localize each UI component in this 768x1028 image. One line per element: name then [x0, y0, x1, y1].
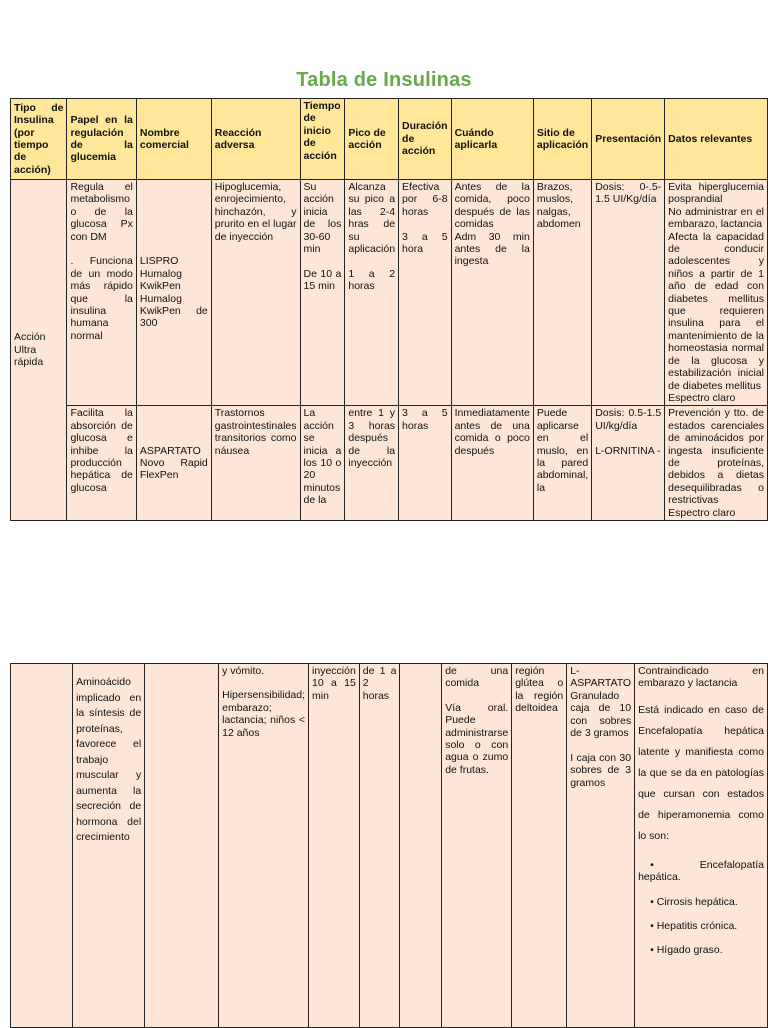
when-text: de una comida: [445, 665, 509, 690]
table-cell: Efectiva por 6-8 horas 3 a 5 hora: [399, 180, 452, 406]
table-cell: Dosis: 0.5-1.5 UI/kg/día L-ORNITINA -: [592, 406, 665, 521]
table-cell: entre 1 y 3 horas después de la inyección: [345, 406, 399, 521]
table-row: [11, 406, 768, 521]
table-row: [11, 664, 768, 1028]
relevant-text: Está indicado en caso de Encefalopatía hepática latente y manifiesta como la que se da en patologías que cursan con estados de hiperamonemia como lo son:: [638, 703, 764, 842]
table-cell: [400, 664, 442, 1028]
insulin-type-cell: Acción Ultra rápida: [11, 180, 67, 521]
insulin-table-continued: [10, 663, 768, 1028]
table-cell: La acción se inicia a los 10 o 20 minutos de la: [300, 406, 345, 521]
header-cell: Tipo de Insulina (por tiempo de acción): [11, 99, 67, 180]
table-cell: de 1 a 2 horas: [359, 664, 400, 1028]
table-cell: Prevención y tto. de estados carenciales de aminoácidos por ingesta insuficiente de proteínas, debidos a dietas desequilibradas o restrictivas Espectro claro: [665, 406, 768, 521]
insulin-table: [10, 98, 768, 521]
table-cell: Hipoglucemia, enrojecimiento, hinchazón, y prurito en el lugar de inyección: [211, 180, 300, 406]
table-cell: [219, 664, 309, 1028]
bullet-icon: •: [650, 895, 657, 908]
table-cell: Antes de la comida, poco después de las comidas Adm 30 min antes de la ingesta: [451, 180, 533, 406]
reaction-text: Hipersensibilidad; embarazo; lactancia; niños < 12 años: [222, 689, 306, 739]
header-cell: Cuándo aplicarla: [451, 99, 533, 180]
reaction-text: y vómito.: [222, 665, 265, 677]
header-cell: Datos relevantes: [665, 99, 768, 180]
amino-role-text: Aminoácido implicado en la síntesis de proteínas, favorece el trabajo muscular y aumenta la secreción de hormona del crecimiento: [76, 676, 142, 843]
bullet-item: • Hígado graso.: [650, 944, 723, 957]
header-cell: Presentación: [592, 99, 665, 180]
table-row: [11, 180, 768, 406]
table-cell: Evita hiperglucemia posprandial No administrar en el embarazo, lactancia Afecta la capacidad de conducir adolescentes y niños a partir de 1 año de edad con diabetes mellitus que requieren insulina para el mantenimiento de la homeostasia normal de la glucosa y estabilización inicial de diabetes mellitus Espectro claro: [665, 180, 768, 406]
header-cell: Duración de acción: [399, 99, 452, 180]
table-cell: L-ASPARTATO Granulado caja de 10 con sobres de 3 gramos I caja con 30 sobres de 3 gramos: [567, 664, 635, 1028]
table-cell: [145, 664, 219, 1028]
header-cell: Nombre comercial: [136, 99, 211, 180]
bullet-item: • Cirrosis hepática.: [650, 895, 738, 908]
table-cell: [11, 664, 73, 1028]
bullet-icon: •: [650, 920, 657, 933]
header-cell: Tiempo de inicio de acción: [300, 99, 345, 180]
table-cell: Alcanza su pico a las 2-4 hras de su aplicación 1 a 2 horas: [345, 180, 399, 406]
header-cell: Pico de acción: [345, 99, 399, 180]
header-cell: Sitio de aplicación: [533, 99, 591, 180]
table-cell: [635, 664, 768, 1028]
relevant-text: Contraindicado en embarazo y lactancia: [638, 665, 764, 690]
when-text: Vía oral. Puede administrarse solo o con agua o zumo de frutas.: [445, 701, 509, 776]
header-cell: Papel en la regulación de la glucemia: [67, 99, 136, 180]
table-cell: Regula el metabolismo o de la glucosa Px con DM . Funciona de un modo más rápido que la insulina humana normal: [67, 180, 136, 406]
table-cell: Dosis: 0-.5-1.5 UI/Kg/día: [592, 180, 665, 406]
table-cell: región glútea o la región deltoidea: [512, 664, 567, 1028]
table-cell: inyección 10 a 15 min: [309, 664, 360, 1028]
table-cell: Facilita la absorción de glucosa e inhibe la producción hepática de glucosa: [67, 406, 136, 521]
bullet-item: • Hepatitis crónica.: [650, 920, 738, 933]
page-title: Tabla de Insulinas: [296, 69, 472, 91]
table-cell: [73, 664, 145, 1028]
table-cell: [442, 664, 512, 1028]
bullet-icon: •: [650, 944, 657, 957]
bullet-icon: •: [650, 858, 700, 871]
table-cell: 3 a 5 horas: [399, 406, 452, 521]
header-cell: Reacción adversa: [211, 99, 300, 180]
table-cell: LISPRO Humalog KwikPen Humalog KwikPen de 300: [136, 180, 211, 406]
table-cell: Inmediatamente antes de una comida o poco después: [451, 406, 533, 521]
table-cell: ASPARTATO Novo Rapid FlexPen: [136, 406, 211, 521]
table-cell: Brazos, muslos, nalgas, abdomen: [533, 180, 591, 406]
table-cell: Trastornos gastrointestinales transitorios como náusea: [211, 406, 300, 521]
table-cell: Su acción inicia de los 30-60 min De 10 a 15 min: [300, 180, 345, 406]
table-cell: Puede aplicarse en el muslo, en la pared abdominal, la: [533, 406, 591, 521]
table-header-row: [11, 99, 768, 180]
bullet-item: • Encefalopatía hepática.: [638, 858, 764, 884]
